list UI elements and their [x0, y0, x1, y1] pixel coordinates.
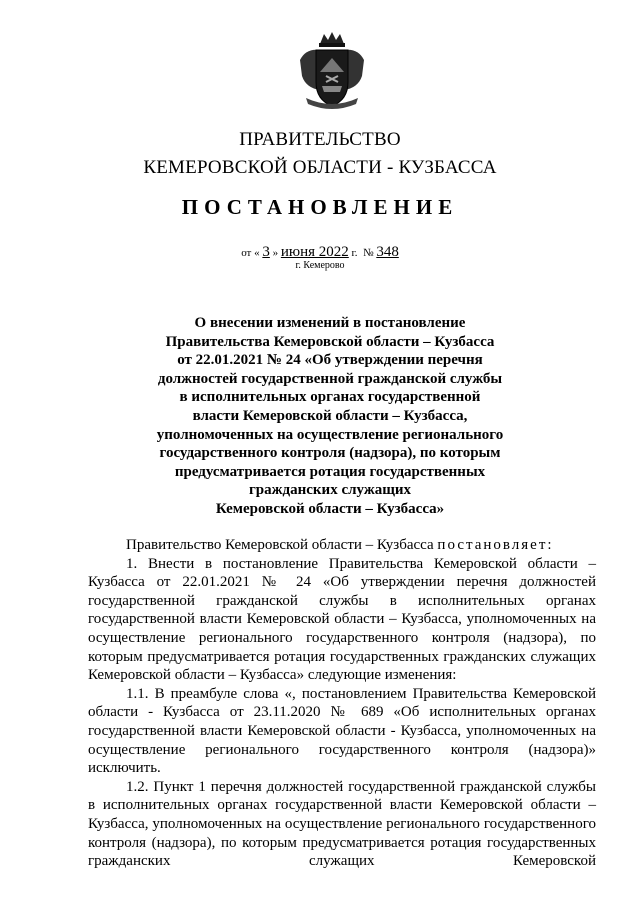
subject-line: Правительства Кемеровской области – Кузбасса: [165, 333, 495, 350]
subject-line: предусматривается ротация государственных: [174, 463, 486, 480]
subject-line: от 22.01.2021 № 24 «Об утверждении перечня: [177, 352, 483, 369]
government-header-line2: КЕМЕРОВСКОЙ ОБЛАСТИ - КУЗБАССА: [143, 157, 497, 178]
subject-line: уполномоченных на осуществление регионального: [156, 426, 504, 443]
intro-keyword: постановляет: [437, 537, 548, 553]
subject-line: должностей государственной гражданской службы: [157, 370, 503, 387]
document-body: [88, 536, 596, 871]
subject-line: О внесении изменений в постановление: [194, 315, 466, 331]
intro-text: Правительство Кемеровской области – Кузбасса: [126, 537, 438, 553]
document-title: ПОСТАНОВЛЕНИЕ: [181, 195, 459, 219]
subject-line: в исполнительных органах государственной: [179, 389, 481, 406]
paragraph-1-1: 1.1. В преамбуле слова «, постановлением Правительства Кемеровской области - Кузбасса от 23.11.2020 № 689 «Об исполнительных органах государственной власти Кемеровской области - Кузбасса, уполномоченных на осуществление регионального государственного контроля (надзора)» исключить.: [88, 685, 596, 777]
coat-of-arms-emblem: [296, 30, 368, 110]
paragraph-1-2: 1.2. Пункт 1 перечня должностей государственной гражданской службы в исполнительных органах государственной власти Кемеровской области – Кузбасса, уполномоченных на осуществление регионального государственного контроля (надзора), по которым предусматривается ротация государственных гражданских служащих Кемеровской: [88, 778, 596, 870]
date-prefix: от «: [241, 247, 260, 259]
intro-colon: :: [547, 537, 552, 553]
date-month-year: июня 2022: [280, 244, 349, 260]
document-subject: [140, 314, 520, 519]
government-header-line1: ПРАВИТЕЛЬСТВО: [239, 129, 401, 150]
subject-line: Кемеровской области – Кузбасса»: [215, 500, 445, 517]
date-day: 3: [262, 244, 270, 260]
city-label: г. Кемерово: [295, 260, 345, 271]
date-year-suffix: г.: [351, 247, 358, 259]
intro-paragraph: [88, 536, 596, 555]
subject-line: государственного контроля (надзора), по которым: [159, 445, 501, 462]
paragraph-1: 1. Внести в постановление Правительства Кемеровской области – Кузбасса от 22.01.2021 № 24 «Об утверждении перечня должностей государственной гражданской службы в исполнительных органах государственной власти Кемеровской области – Кузбасса, уполномоченных на осуществление регионального государственного контроля (надзора), по которым предусматривается ротация государственных гражданских служащих Кемеровской области – Кузбасса» следующие изменения:: [88, 555, 596, 684]
document-number: 348: [376, 244, 399, 260]
date-mid: »: [272, 247, 279, 259]
subject-line: власти Кемеровской области – Кузбасса,: [192, 407, 468, 424]
subject-line: гражданских служащих: [248, 482, 411, 499]
number-prefix: №: [363, 247, 374, 259]
date-number-line: [0, 244, 640, 261]
